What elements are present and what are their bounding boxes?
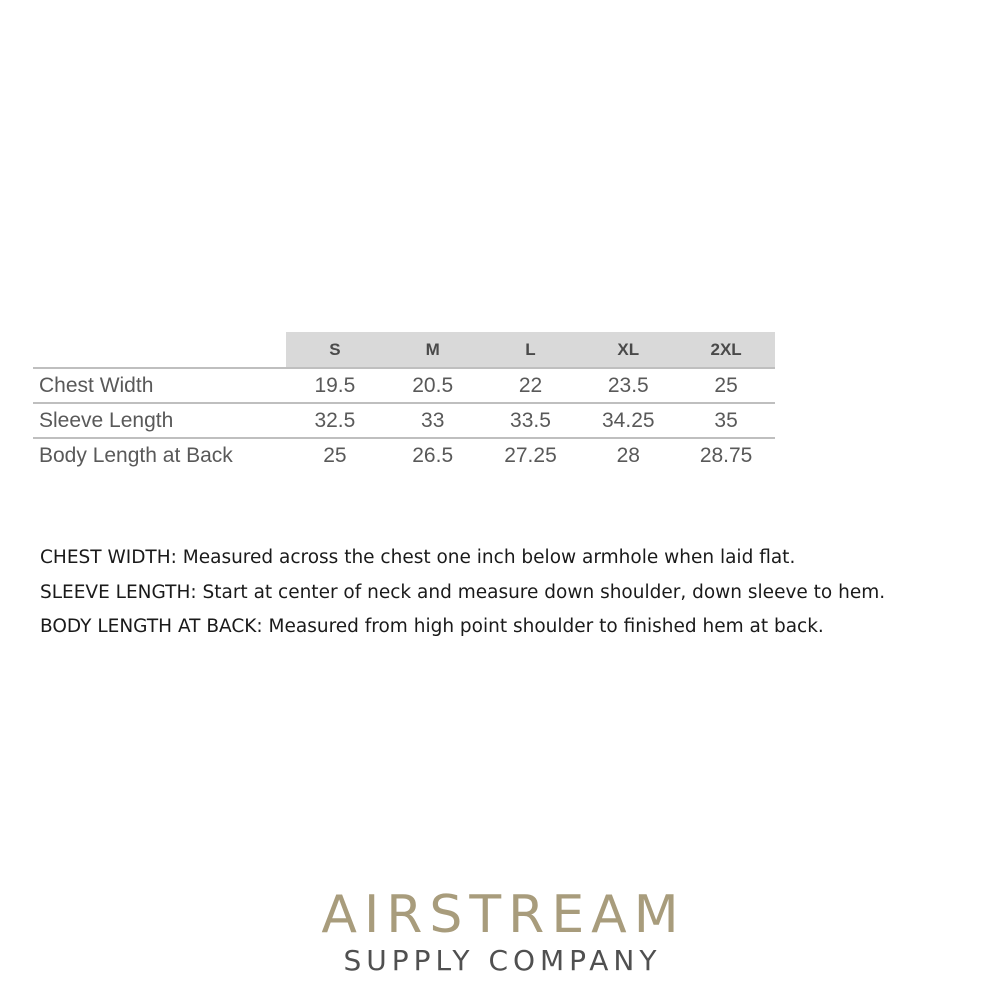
size-header-2xl: 2XL — [677, 332, 775, 368]
table-cell: 28 — [616, 443, 640, 467]
table-cell: 32.5 — [286, 403, 384, 438]
brand-logo — [300, 885, 700, 977]
brand-name: AIRSTREAM — [321, 885, 686, 945]
size-chart-table — [33, 332, 775, 472]
table-cell: 25 — [677, 368, 775, 403]
table-cell: 23.5 — [579, 368, 677, 403]
size-header-m: M — [384, 332, 482, 368]
note-chest-width: CHEST WIDTH: Measured across the chest one inch below armhole when laid flat. — [40, 547, 796, 568]
row-label: Chest Width — [33, 368, 286, 403]
size-header-l: L — [482, 332, 580, 368]
table-cell: 26.5 — [412, 443, 454, 467]
row-label: Sleeve Length — [33, 403, 286, 438]
size-header-row — [33, 332, 775, 368]
table-row-sleeve-length — [33, 403, 775, 438]
measurement-notes — [40, 541, 990, 645]
table-cell: 27.25 — [504, 443, 557, 467]
table-row-chest-width — [33, 368, 775, 403]
table-cell: 33.5 — [482, 403, 580, 438]
note-body-length: BODY LENGTH AT BACK: Measured from high point shoulder to finished hem at back. — [40, 616, 824, 637]
table-row-body-length — [33, 438, 775, 472]
table-cell: 22 — [482, 368, 580, 403]
table-cell: 19.5 — [286, 368, 384, 403]
brand-subtitle: SUPPLY COMPANY — [343, 944, 662, 977]
size-header-s: S — [286, 332, 384, 368]
table-cell: 28.75 — [699, 443, 753, 467]
table-cell: 34.25 — [579, 403, 677, 438]
header-corner — [33, 332, 286, 368]
table-cell: 33 — [384, 403, 482, 438]
table-cell: 25 — [323, 443, 347, 467]
row-label: Body Length at Back — [39, 443, 233, 467]
note-sleeve-length: SLEEVE LENGTH: Start at center of neck and measure down shoulder, down sleeve to hem. — [40, 581, 886, 603]
table-cell: 20.5 — [384, 368, 482, 403]
size-header-xl: XL — [579, 332, 677, 368]
table-cell: 35 — [677, 403, 775, 438]
